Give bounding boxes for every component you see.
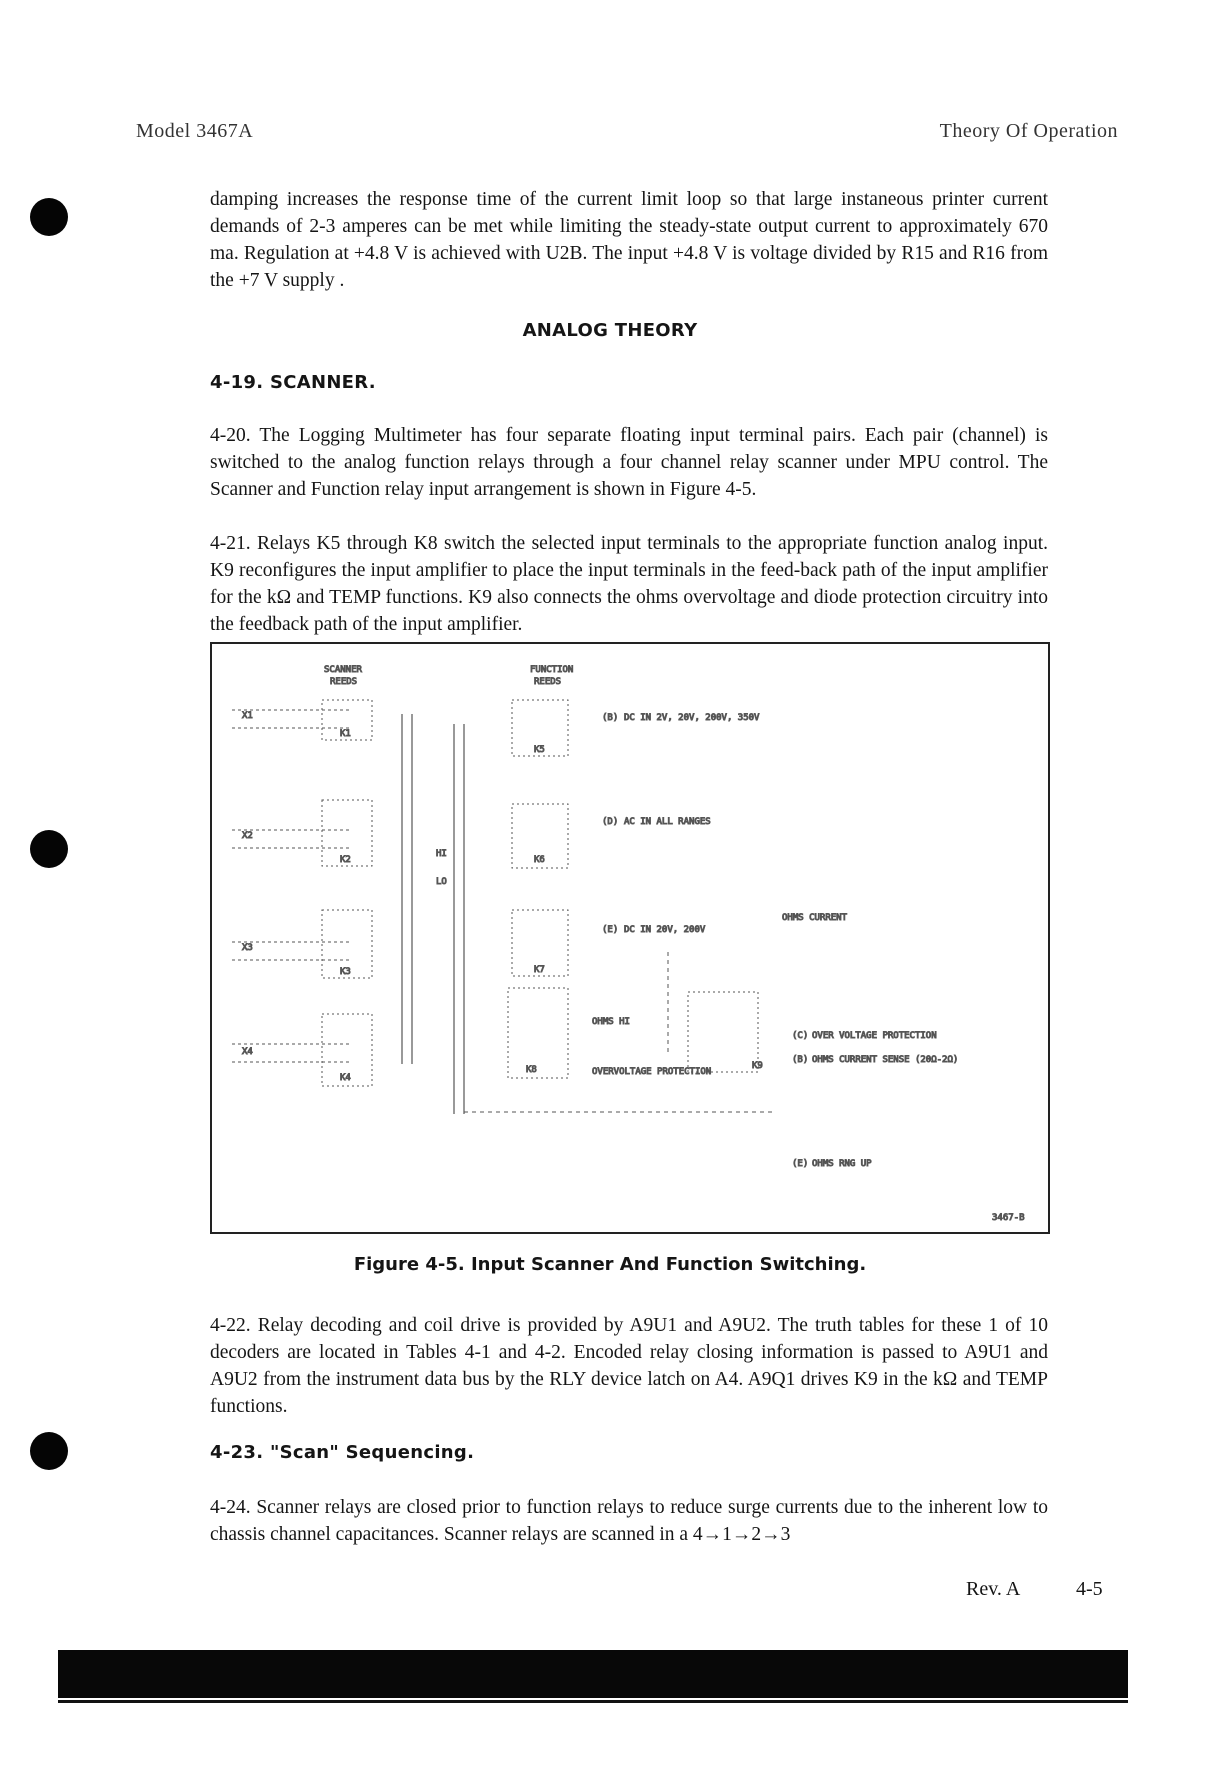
subsection-scan-sequencing: 4-23. "Scan" Sequencing. — [210, 1442, 475, 1463]
overvoltage-label: OVERVOLTAGE PROTECTION — [592, 1067, 712, 1077]
schematic-diagram — [212, 644, 1048, 1232]
binder-hole-middle — [30, 830, 68, 868]
svg-text:X1: X1 — [242, 711, 253, 721]
figure-caption: Figure 4-5. Input Scanner And Function Switching. — [353, 1254, 867, 1275]
svg-text:AC IN ALL RANGES: AC IN ALL RANGES — [624, 817, 711, 827]
svg-text:DC IN 2V, 20V, 200V, 350V: DC IN 2V, 20V, 200V, 350V — [624, 713, 760, 723]
header-model: Model 3467A — [136, 120, 254, 142]
svg-text:K4: K4 — [340, 1073, 351, 1083]
output-dc-in-ranges: (B) — [602, 713, 619, 723]
footer-revision: Rev. A — [966, 1578, 1021, 1600]
ohms-hi-label: OHMS HI — [592, 1017, 630, 1027]
svg-text:DC IN 20V, 200V: DC IN 20V, 200V — [624, 925, 706, 935]
svg-text:X2: X2 — [242, 831, 253, 841]
svg-text:X3: X3 — [242, 943, 253, 953]
scanner-label: SCANNER — [324, 665, 362, 675]
figure-4-5 — [210, 642, 1050, 1234]
svg-text:OVER VOLTAGE PROTECTION: OVER VOLTAGE PROTECTION — [812, 1031, 937, 1041]
figure-code: 3467-B — [992, 1213, 1025, 1223]
svg-text:OHMS RNG UP: OHMS RNG UP — [812, 1159, 872, 1169]
scanner-sub-label: REEDS — [330, 677, 358, 687]
paragraph-4-21: 4-21. Relays K5 through K8 switch the selected input terminals to the appropriate function analog input. K9 reconfigures the input amplifier to place the input terminals in the feed-back path of the input amplifier for the kΩ and TEMP functions. K9 also connects the ohms overvoltage and diode protection circuitry into the feedback path of the input amplifier. — [210, 533, 1048, 635]
paragraph-4-24: 4-24. Scanner relays are closed prior to function relays to reduce surge currents due to the inherent low to chassis channel capacitances. Scanner relays are scanned in a 4→1→2→3 — [210, 1497, 1048, 1545]
output-ohms-current: (B) — [792, 1055, 809, 1065]
header-section: Theory Of Operation — [939, 120, 1118, 142]
binder-hole-bottom — [30, 1432, 68, 1470]
function-relays — [508, 700, 568, 1078]
scan-artifact-line — [58, 1700, 1128, 1703]
scan-artifact-bar — [58, 1650, 1128, 1698]
channel-4 — [232, 1014, 372, 1086]
lo-label: LO — [436, 877, 447, 887]
output-ohms-rng-up: (E) — [792, 1159, 809, 1169]
subsection-scanner: 4-19. SCANNER. — [210, 372, 376, 393]
svg-text:K5: K5 — [534, 745, 545, 755]
svg-text:K1: K1 — [340, 729, 351, 739]
channel-2 — [232, 800, 372, 866]
svg-text:K7: K7 — [534, 965, 545, 975]
section-title: ANALOG THEORY — [522, 320, 698, 341]
function-sub-label: REEDS — [534, 677, 562, 687]
output-ac-in: (D) — [602, 817, 619, 827]
channel-1 — [232, 700, 372, 740]
svg-text:K2: K2 — [340, 855, 351, 865]
binder-hole-top — [30, 198, 68, 236]
channel-3 — [232, 910, 372, 978]
svg-text:OHMS CURRENT SENSE (20Ω-2Ω): OHMS CURRENT SENSE (20Ω-2Ω) — [812, 1055, 959, 1065]
paragraph-4-20: 4-20. The Logging Multimeter has four separate floating input terminal pairs. Each pair (channel) is switched to the analog function relays through a four channel relay scanner under MPU control. The Scanner and Function relay input arrangement is shown in Figure 4-5. — [210, 425, 1048, 500]
footer-page-number: 4-5 — [1076, 1578, 1103, 1600]
intro-paragraph: damping increases the response time of the current limit loop so that large instaneous printer current demands of 2-3 amperes can be met while limiting the steady-state output current to approximately 670 ma. Regulation at +4.8 V is achieved with U2B. The input +4.8 V is voltage divided by R15 and R16 from the +7 V supply . — [210, 189, 1048, 291]
svg-text:K6: K6 — [534, 855, 545, 865]
svg-text:K3: K3 — [340, 967, 351, 977]
k9-label: K9 — [752, 1061, 763, 1071]
function-label: FUNCTION — [530, 665, 574, 675]
ohms-current-label: OHMS CURRENT — [782, 913, 848, 923]
output-dc-in-20v: (E) — [602, 925, 619, 935]
hi-label: HI — [436, 849, 447, 859]
svg-text:X4: X4 — [242, 1047, 253, 1057]
svg-text:K8: K8 — [526, 1065, 537, 1075]
paragraph-4-22: 4-22. Relay decoding and coil drive is provided by A9U1 and A9U2. The truth tables for these 1 of 10 decoders are located in Tables 4-1 and 4-2. Encoded relay closing information is passed to A9U1 and A9U2 from the instrument data bus by the RLY device latch on A4. A9Q1 drives K9 in the kΩ and TEMP functions. — [210, 1315, 1048, 1417]
output-overvoltage: (C) — [792, 1031, 809, 1041]
